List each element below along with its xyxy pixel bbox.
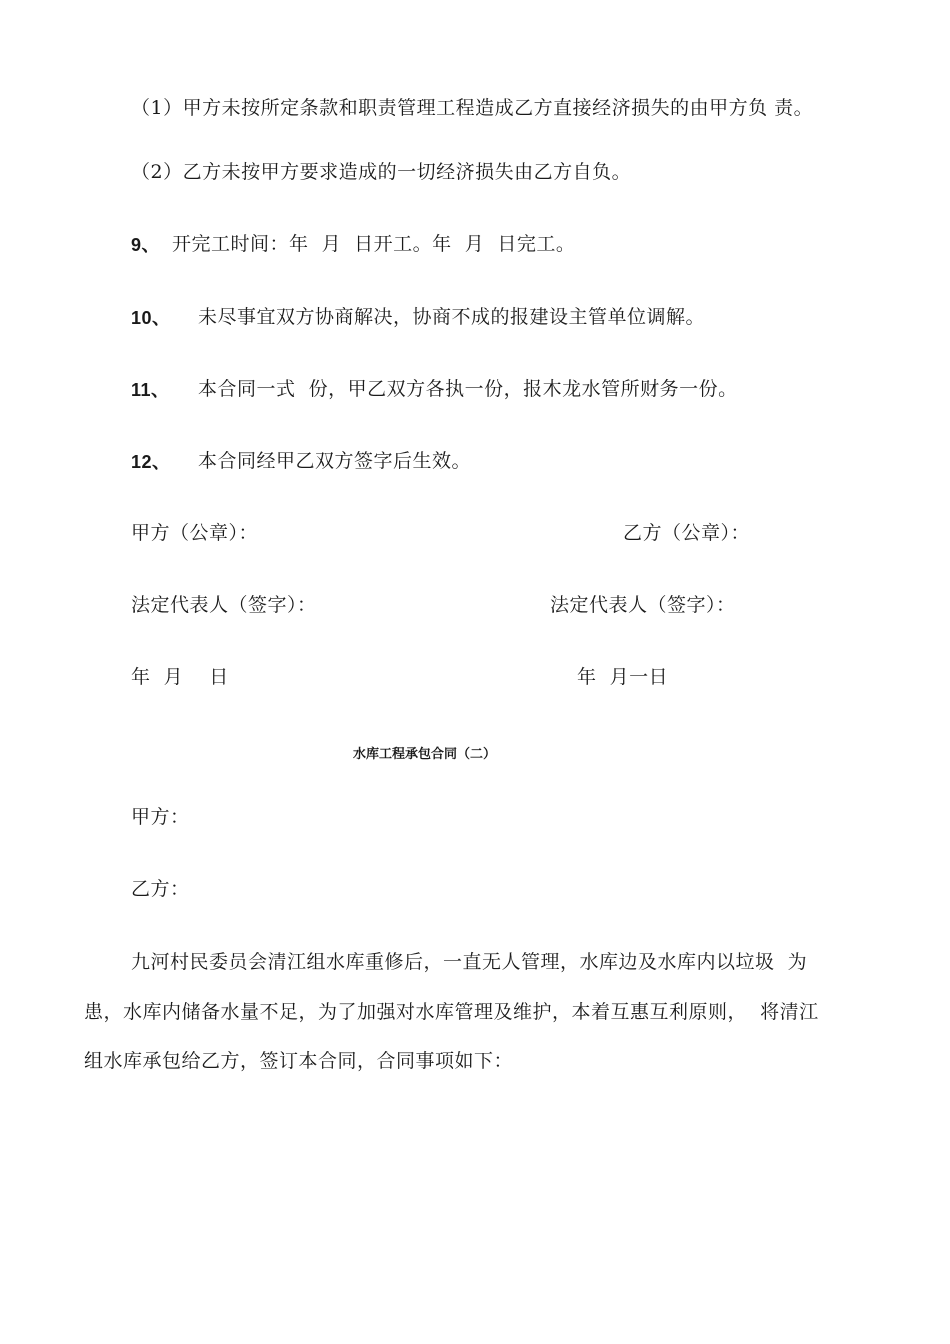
party-b-representative-label: 法定代表人（签字）： [550, 594, 736, 616]
contract-2-party-a-label: 甲方： [131, 806, 190, 828]
clause-10-number: 10、 [131, 308, 171, 328]
party-a-date-label: 年 月 日 [131, 666, 229, 688]
party-b-seal-label: 乙方（公章）： [623, 522, 751, 544]
clause-11-text: 本合同一式 份，甲乙双方各执一份，报木龙水管所财务一份。 [198, 378, 738, 400]
contract-2-party-b-label: 乙方： [131, 878, 190, 900]
party-a-representative-label: 法定代表人（签字）： [131, 594, 317, 616]
contract-2-title: 水库工程承包合同（二） [353, 747, 497, 762]
contract-2-intro-line-1: 九河村民委员会清江组水库重修后，一直无人管理，水库边及水库内以垃圾 为 [131, 951, 808, 973]
contract-2-intro-line-2: 患，水库内储备水量不足，为了加强对水库管理及维护，本着互惠互利原则， 将清江 [84, 1001, 819, 1023]
party-a-seal-label: 甲方（公章）： [131, 522, 259, 544]
contract-2-intro-line-3: 组水库承包给乙方，签订本合同，合同事项如下： [84, 1050, 514, 1072]
clause-9-number: 9、 [131, 235, 161, 255]
clause-9-text: 开完工时间：年 月 日开工。年 月 日完工。 [172, 233, 576, 255]
party-b-date-label: 年 月一日 [577, 666, 669, 688]
clause-8-item-1: （1）甲方未按所定条款和职责管理工程造成乙方直接经济损失的由甲方负 责。 [131, 97, 814, 119]
clause-11-number: 11、 [131, 380, 170, 400]
clause-10-text: 未尽事宜双方协商解决，协商不成的报建设主管单位调解。 [198, 306, 706, 328]
clause-8-item-2: （2）乙方未按甲方要求造成的一切经济损失由乙方自负。 [131, 161, 632, 183]
clause-12-text: 本合同经甲乙双方签字后生效。 [198, 450, 472, 472]
clause-12-number: 12、 [131, 452, 171, 472]
